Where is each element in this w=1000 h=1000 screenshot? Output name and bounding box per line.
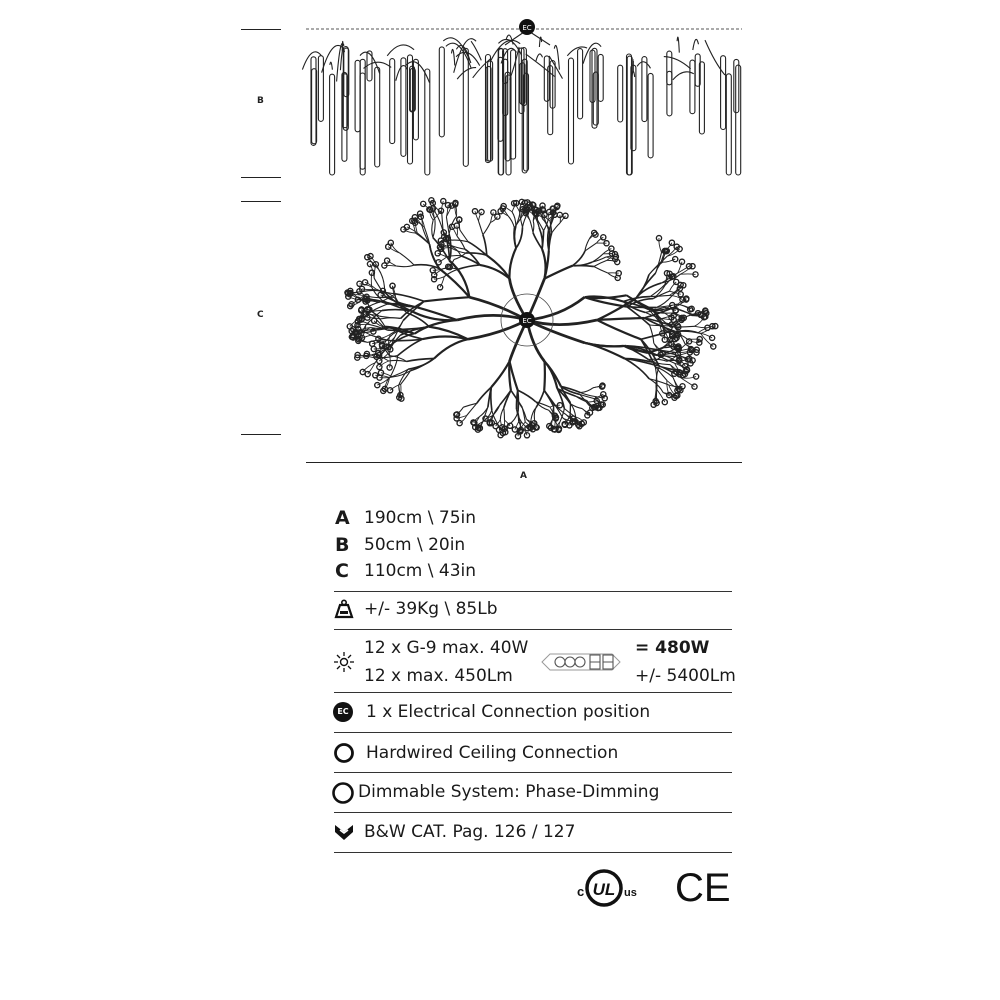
side-view-drawing [0,0,1000,470]
ul-certification-icon [575,866,655,910]
spec-b-letter: B [335,534,350,556]
ce-certification-icon [675,864,731,908]
g9-lamp-icon [540,649,622,675]
catalog-value: B&W CAT. Pag. 126 / 127 [364,822,576,842]
dimmer-icon [331,781,355,805]
divider-7 [334,852,732,853]
spec-a-value: 190cm \ 75in [364,508,477,528]
divider-1 [334,591,732,592]
side-view-tubes [302,30,740,175]
svg-text:EC: EC [522,24,532,32]
divider-3 [334,692,732,693]
side-ec-marker [519,19,535,35]
weight-icon [334,599,354,619]
dim-label-a: A [520,471,527,481]
svg-text:c: c [577,884,585,899]
catalog-logo-icon [333,822,355,842]
bulb-sun-icon [334,651,354,673]
spec-c-letter: C [335,560,349,582]
dimming-value: Dimmable System: Phase-Dimming [358,782,660,802]
top-ec-marker [519,312,535,328]
electrical-value: 1 x Electrical Connection position [366,702,651,722]
svg-text:CE: CE [675,866,731,908]
ec-badge-icon: EC [333,702,353,722]
ceiling-value: Hardwired Ceiling Connection [366,743,619,763]
total-lumens: +/- 5400Lm [635,666,736,686]
svg-text:UL: UL [592,880,616,899]
total-watts: = 480W [635,638,710,658]
svg-text:EC: EC [522,317,532,325]
spec-b-value: 50cm \ 20in [364,535,466,555]
lamp-line-2: 12 x max. 450Lm [364,666,513,686]
spec-a-letter: A [335,507,350,529]
dim-label-c: C [257,310,264,320]
divider-5 [334,772,732,773]
spec-c-value: 110cm \ 43in [364,561,477,581]
weight-value: +/- 39Kg \ 85Lb [364,599,498,619]
lamp-line-1: 12 x G-9 max. 40W [364,638,529,658]
ring-icon [333,742,355,764]
dim-label-b: B [257,96,264,106]
svg-text:us: us [624,887,637,899]
divider-4 [334,732,732,733]
divider-6 [334,812,732,813]
divider-2 [334,629,732,630]
